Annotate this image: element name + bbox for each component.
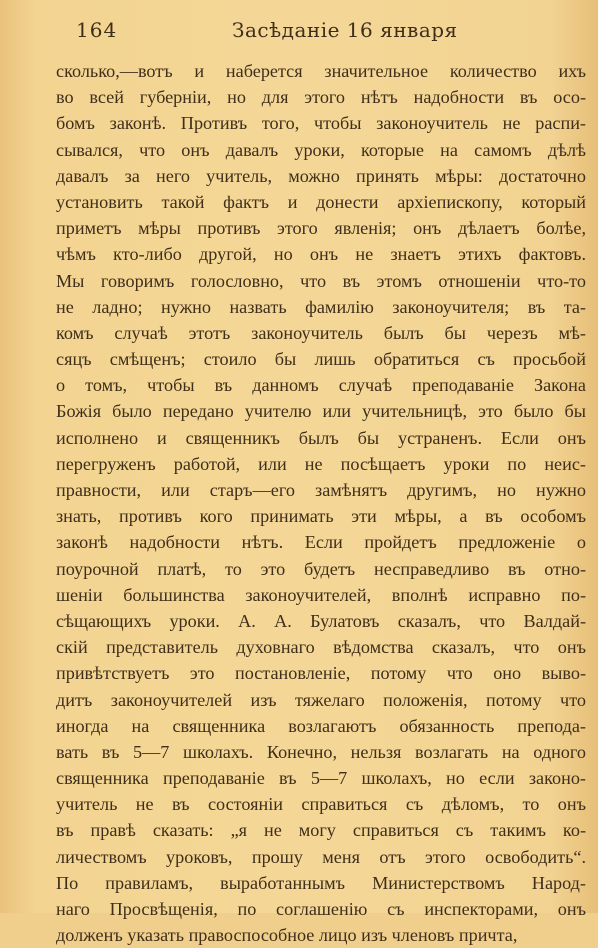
body-text [56,58,586,948]
text-line: перегруженъ работой, или не посѣщаетъ уроки по неис- [56,453,586,474]
text-line: По правиламъ, выработаннымъ Министерствомъ Народ- [56,872,586,893]
text-line: знать, противъ кого принимать эти мѣры, а въ особомъ [56,506,586,527]
text-line: установить такой фактъ и донести архіепископу, который [56,191,586,212]
text-line: правности, или старъ—его замѣнятъ другимъ, но нужно [56,480,586,500]
text-line: поурочной платѣ, то это будетъ несправедливо въ отно- [56,558,586,579]
text-line: въ правѣ сказать: „я не могу справиться съ такимъ ко- [56,820,586,841]
text-line: Мы говоримъ голословно, что въ этомъ отношеніи что-то [56,270,586,291]
text-line: привѣтствуетъ это постановленіе, потому что оно выво- [56,663,586,684]
text-line: давалъ за него учитель, можно принять мѣры: достаточно [56,165,586,186]
text-line: сколько,—вотъ и наберется значительное количество ихъ [56,61,586,81]
page-number: 164 [76,18,118,42]
text-line: сывался, что онъ давалъ уроки, которые на самомъ дѣлѣ [56,139,586,160]
text-line: шеніи большинства законоучителей, вполнѣ исправно по- [56,584,586,605]
text-line: учитель не въ состояніи справиться съ дѣломъ, то онъ [56,794,586,815]
text-line: приметъ мѣры противъ этого явленія; онъ дѣлаетъ болѣе, [56,218,586,239]
text-line: исполнено и священникъ былъ бы устраненъ. Если онъ [56,427,586,448]
text-line: бомъ законѣ. Противъ того, чтобы законоучитель не распи- [56,113,586,134]
text-line: вать въ 5—7 школахъ. Конечно, нельзя возлагать на одного [56,741,586,762]
text-line: дитъ законоучителей изъ тяжелаго положенія, потому что [56,689,586,710]
text-line: законѣ надобности нѣтъ. Если пройдетъ предложеніе о [56,532,586,553]
text-line: личествомъ уроковъ, прошу меня отъ этого освободить“. [56,846,586,867]
text-line: чѣмъ кто-либо другой, но онъ не знаетъ этихъ фактовъ. [56,244,586,265]
text-line: сяцъ смѣщенъ; стоило бы лишь обратиться съ просьбой [56,349,586,370]
text-line: долженъ указать правоспособное лицо изъ членовъ причта, [56,925,518,946]
text-line: наго Просвѣщенія, по соглашенію съ инспекторами, онъ [56,899,586,919]
text-line: сѣщающихъ уроки. А. А. Булатовъ сказалъ, что Валдай- [56,610,586,631]
text-line: иногда на священника возлагаютъ обязанность препода- [56,715,586,736]
text-line: о томъ, чтобы въ данномъ случаѣ преподаваніе Закона [56,375,586,396]
page-header [76,18,516,48]
text-line: во всей губерніи, но для этого нѣтъ надобности въ осо- [56,87,586,108]
text-line: священника преподаваніе въ 5—7 школахъ, но если законо- [56,768,586,789]
text-line: не ладно; нужно назвать фамилію законоучителя; въ та- [56,296,586,317]
text-line: комъ случаѣ этотъ законоучитель былъ бы черезъ мѣ- [56,322,586,343]
text-line: Божія было передано учителю или учительницѣ, это было бы [56,401,586,422]
running-head: Засѣданіе 16 января [232,18,458,42]
text-line: скій представитель духовнаго вѣдомства сказалъ, что онъ [56,637,586,658]
